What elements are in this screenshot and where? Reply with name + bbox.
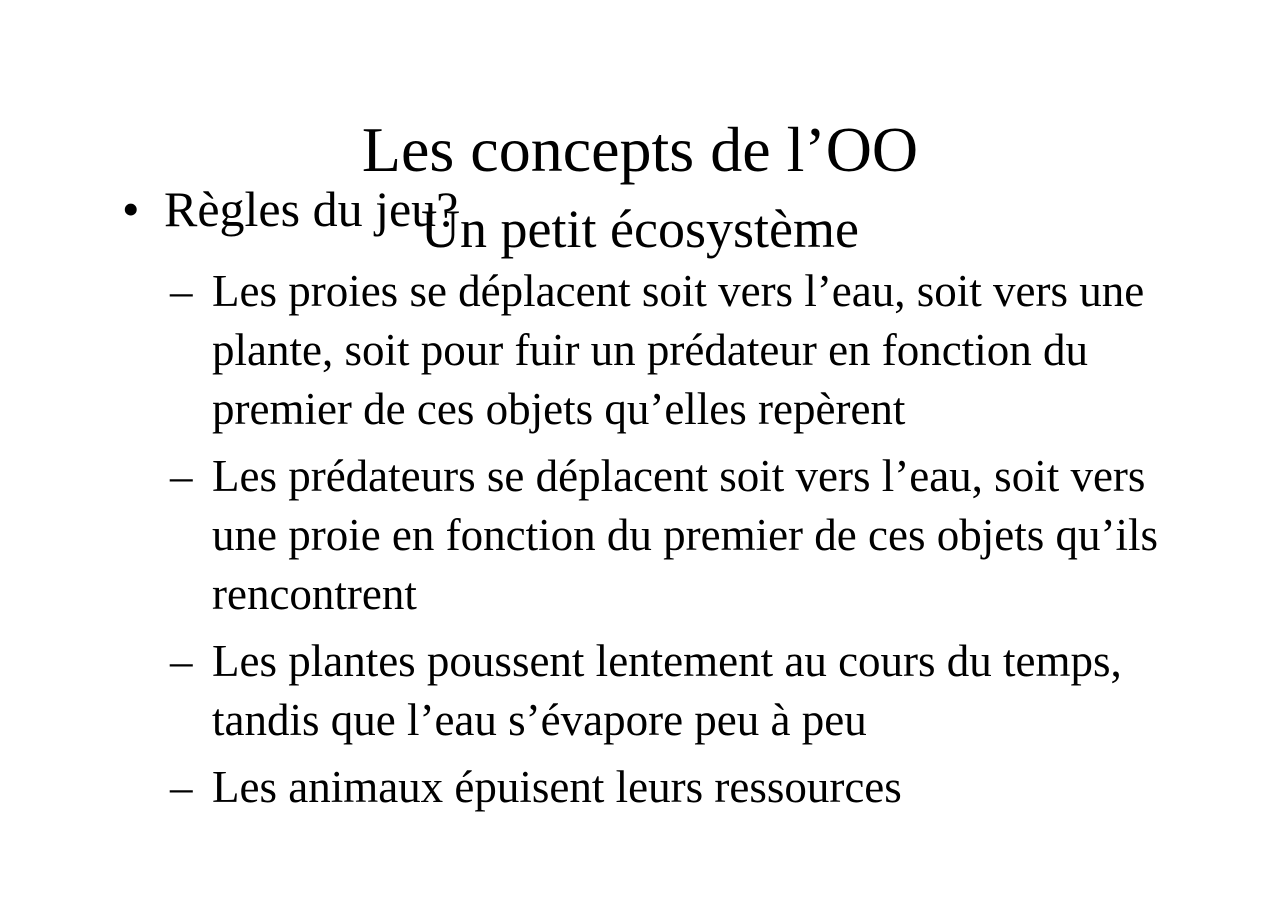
dash-marker: – [170, 636, 193, 686]
slide-title: Les concepts de l’OO [361, 114, 919, 185]
sub-bullet-item [170, 262, 1170, 439]
dash-marker: – [170, 762, 193, 812]
dash-marker: – [170, 451, 193, 501]
sub-bullet-text: Les plantes poussent lentement au cours du temps, tandis que l’eau s’évapore peu à peu [212, 636, 1122, 745]
sub-bullet-item [170, 758, 1170, 817]
slide-subtitle: Un petit écosystème [421, 199, 859, 259]
sub-bullet-text: Les proies se déplacent soit vers l’eau, soit vers une plante, soit pour fuir un prédateur en fonction du premier de ces objets qu’elles repèrent [212, 266, 1145, 434]
sub-bullet-item [170, 632, 1170, 750]
sub-bullet-item [170, 447, 1170, 624]
sub-bullet-text: Les prédateurs se déplacent soit vers l’eau, soit vers une proie en fonction du premier de ces objets qu’ils rencontrent [212, 451, 1158, 619]
dash-marker: – [170, 266, 193, 316]
main-bullet-text: Règles du jeu? [164, 181, 459, 237]
bullet-marker: • [122, 181, 140, 237]
sub-bullet-list [170, 262, 1170, 825]
sub-bullet-text: Les animaux épuisent leurs ressources [212, 762, 902, 812]
